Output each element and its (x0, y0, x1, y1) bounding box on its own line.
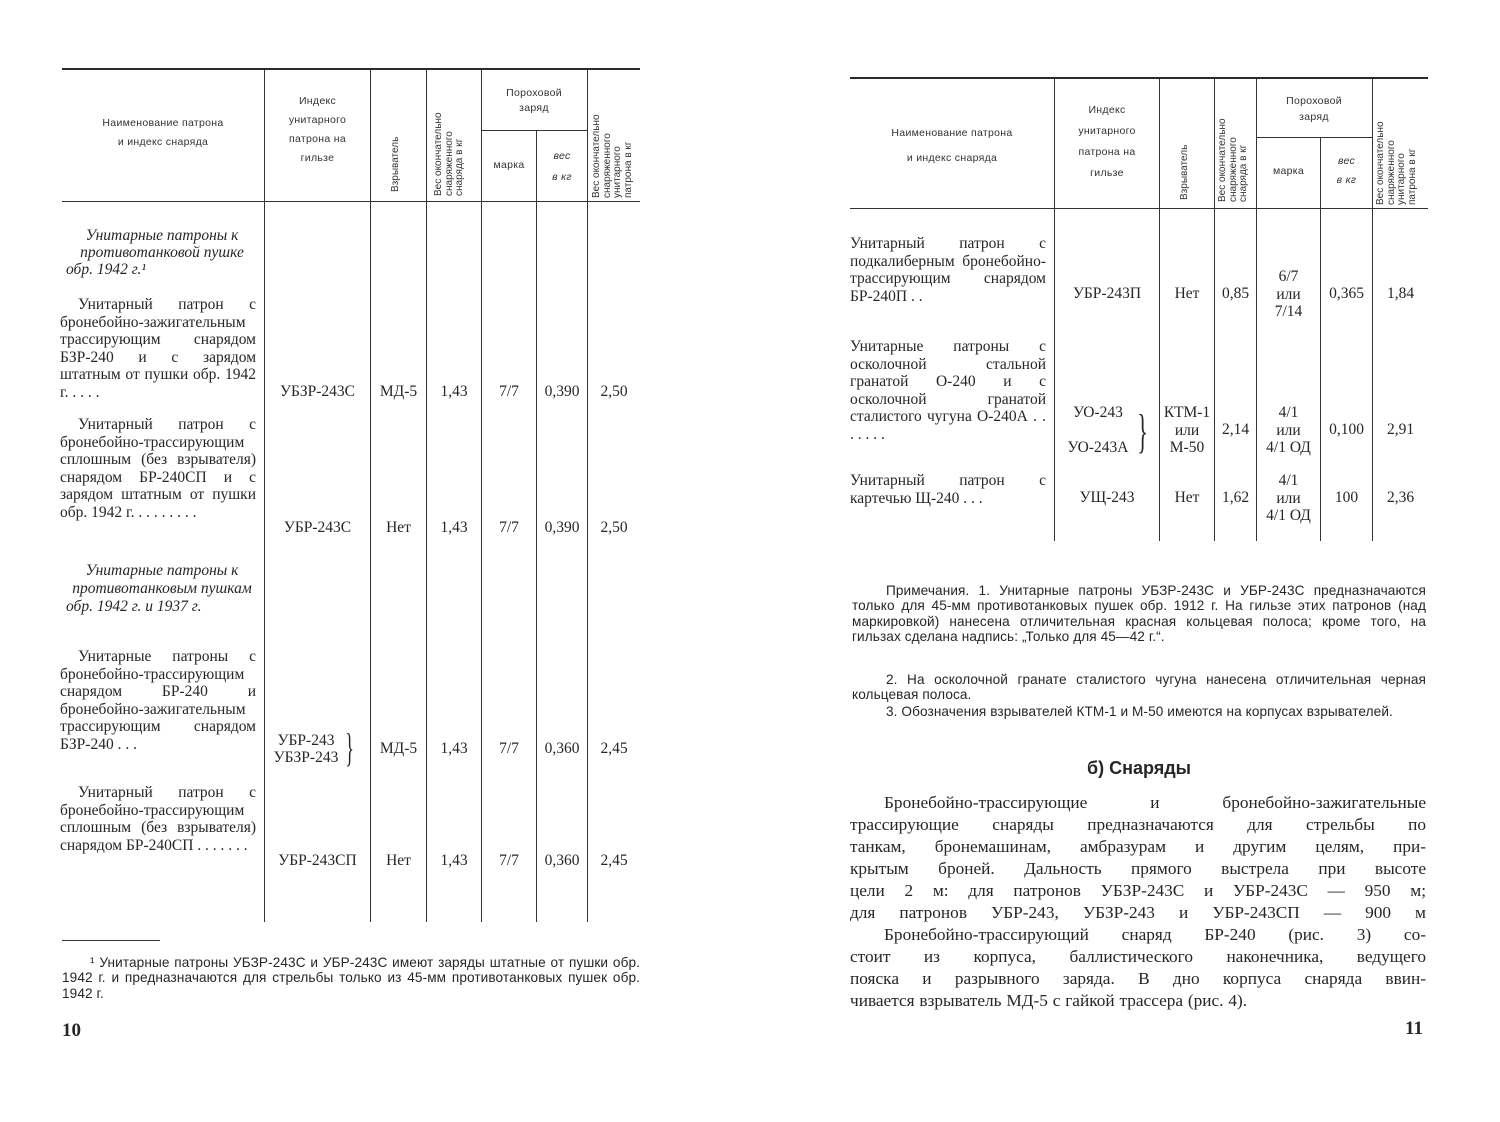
col-rule (481, 70, 482, 922)
note-1: Примечания. 1. Унитарные патроны УБЗР-243С и УБР-243С предназначаются только для 45-мм противотанковых пушек обр. 1912 г. На гильзе этих патронов (над маркировкой) нанесена отличительная красная кольцевая полоса; кроме того, на гильзах сделана надпись: „Только для 45—42 г.“. (852, 583, 1426, 645)
text-line: чивается взрыватель МД-5 с гайкой трассера (рис. 4). (850, 991, 1248, 1010)
row-grade: 7/7 (499, 383, 519, 400)
col-rule (587, 70, 588, 922)
row-weight: 0,365 (1329, 285, 1364, 302)
row-weight: 0,360 (544, 740, 580, 757)
text-line: танкам, бронемашинам, амбразурам и другим целям, при- (850, 837, 1426, 856)
col-rule (1320, 138, 1321, 541)
row-name: Унитарный патрон с бронебойно-трассирующим сплошным (без взрывателя) снарядом БР-240СП и с зарядом штатным от пушки обр. 1942 г. . . . . . . . . (60, 416, 256, 521)
header-fuze: Взрыватель (390, 136, 401, 192)
brace: } (1137, 405, 1148, 458)
text-line: стоит из корпуса, баллистического наконечника, ведущего (850, 947, 1426, 966)
footnote: ¹ Унитарные патроны УБЗР-243С и УБР-243С имеют заряды штатные от пушки обр. 1942 г. и предназначаются для стрельбы только из 45-мм противотанковых пушек обр. 1942 г. (62, 955, 640, 1001)
section-title: Унитарные патроны к противотанковой пушке обр. 1942 г.¹ (66, 227, 244, 278)
row-fuze: МД-5 (379, 383, 418, 400)
note-2: 2. На осколочной гранате сталистого чугуна нанесена отличительная черная кольцевая полоса. (852, 672, 1426, 703)
text-line: трассирующие снаряды предназначаются для стрельбы по (850, 815, 1426, 834)
table-top-rule (62, 68, 640, 70)
col-rule (1159, 79, 1160, 541)
charge-subrule (481, 130, 587, 131)
header-name: Наименование патрона и индекс снаряда (891, 127, 1013, 164)
row-grade: 7/7 (499, 852, 519, 869)
row-index-2: УБЗР-243 (273, 749, 339, 766)
col-rule (426, 70, 427, 922)
row-index: УО-243 (1073, 404, 1123, 421)
text-line: Бронебойно-трассирующий снаряд БР-240 (рис. 3) со- (884, 925, 1426, 944)
row-name: Унитарный патрон с бронебойно-трассирующим сплошным (без взрывателя) снарядом БР-240СП . . . . . . . (60, 784, 256, 854)
col-rule (1372, 79, 1373, 541)
table-top-rule (850, 77, 1428, 79)
row-fuze: МД-5 (379, 740, 418, 757)
header-bottom-rule (850, 208, 1428, 209)
col-rule (370, 70, 371, 922)
row-proj-weight: 0,85 (1221, 285, 1250, 302)
row-fuze: Нет (386, 852, 411, 869)
col-rule (1214, 79, 1215, 541)
row-round-weight: 2,50 (600, 519, 628, 536)
row-proj-weight: 1,43 (440, 740, 468, 757)
row-grade: 4/1 или 4/1 ОД (1266, 404, 1311, 456)
row-weight: 0,390 (544, 519, 580, 536)
row-fuze: КТМ-1 или М-50 (1163, 404, 1211, 456)
row-proj-weight: 1,62 (1221, 489, 1250, 506)
col-rule (1054, 79, 1055, 541)
row-index: УБР-243С (283, 519, 352, 536)
text-line: пояска и разрывного заряда. В дно корпуса снаряда ввин- (850, 969, 1426, 988)
row-index-2: УО-243А (1067, 439, 1129, 456)
row-name: Унитарный патрон с картечью Щ-240 . . . (850, 472, 1046, 507)
row-grade: 4/1 или 4/1 ОД (1266, 472, 1311, 524)
row-round-weight: 2,36 (1386, 489, 1415, 506)
header-grade: марка (1272, 165, 1305, 177)
header-proj-weight: Вес окончательно снаряженного снаряда в кг (433, 112, 465, 196)
page-number: 11 (1405, 1018, 1423, 1039)
header-charge: Пороховой заряд (506, 87, 562, 114)
row-index: УБР-243 (277, 732, 335, 749)
text-line: цели 2 м: для патронов УБЗР-243С и УБР-243С — 950 м; (850, 881, 1426, 900)
row-round-weight: 2,50 (600, 383, 628, 400)
row-proj-weight: 2,14 (1221, 421, 1250, 438)
section-title: б) Снаряды (1086, 758, 1192, 778)
page-number: 10 (62, 1020, 81, 1041)
row-round-weight: 1,84 (1386, 285, 1415, 302)
section-title: Унитарные патроны к противотанковым пушкам обр. 1942 г. и 1937 г. (66, 562, 252, 615)
header-charge: Пороховой заряд (1286, 95, 1342, 123)
row-weight: 0,390 (544, 383, 580, 400)
row-name: Унитарный патрон с подкалиберным бронебойно-трассирующим снарядом БР-240П . . (850, 235, 1046, 305)
row-round-weight: 2,45 (600, 740, 628, 757)
header-index: Индекс унитарного патрона на гильзе (1078, 104, 1136, 179)
text-line: для патронов УБР-243, УБЗР-243 и УБР-243СП — 900 м (850, 903, 1426, 922)
note-3: 3. Обозначения взрывателей КТМ-1 и М-50 имеются на корпусах взрывателей. (886, 704, 1393, 719)
header-round-weight: Вес окончательно снаряженного унитарного патрона в кг (1375, 121, 1418, 205)
header-round-weight: Вес окончательно снаряженного унитарного патрона в кг (591, 114, 634, 198)
header-fuze: Взрыватель (1179, 144, 1190, 200)
row-name: Унитарные патроны с осколочной стальной гранатой О-240 и с осколочной гранатой сталистого чугуна О-240А . . . . . . . (850, 338, 1046, 443)
charge-subrule (1256, 137, 1372, 138)
row-weight: 100 (1334, 489, 1359, 506)
row-round-weight: 2,91 (1386, 421, 1415, 438)
row-fuze: Нет (386, 519, 411, 536)
text-line: крытым броней. Дальность прямого выстрела при высоте (850, 859, 1426, 878)
row-weight: 0,360 (544, 852, 580, 869)
text-line: Бронебойно-трассирующие и бронебойно-зажигательные (884, 793, 1426, 812)
row-index: УБР-243П (1072, 285, 1142, 302)
row-index: УБЗР-243С (279, 383, 355, 400)
header-name: Наименование патрона и индекс снаряда (102, 117, 224, 148)
header-bottom-rule (62, 201, 640, 202)
row-name: Унитарные патроны с бронебойно-трассирующим снарядом БР-240 и бронебойно-зажигательным трассирующим снарядом БЗР-240 . . . (60, 648, 256, 753)
header-wt: вес в кг (552, 150, 572, 183)
row-grade: 7/7 (499, 740, 519, 757)
row-fuze: Нет (1174, 489, 1200, 506)
brace: } (345, 725, 354, 770)
header-proj-weight: Вес окончательно снаряженного снаряда в кг (1217, 118, 1249, 202)
row-round-weight: 2,45 (600, 852, 628, 869)
col-rule (264, 70, 265, 922)
row-grade: 6/7 или 7/14 (1274, 268, 1303, 320)
row-index: УБР-243СП (278, 852, 357, 869)
header-index: Индекс унитарного патрона на гильзе (288, 95, 347, 164)
row-name: Унитарный патрон с бронебойно-зажигательным трассирующим снарядом БЗР-240 и с зарядом штатным от пушки обр. 1942 г. . . . . (60, 296, 256, 401)
row-proj-weight: 1,43 (440, 519, 468, 536)
header-wt: вес в кг (1336, 155, 1357, 186)
row-fuze: Нет (1174, 285, 1200, 302)
row-proj-weight: 1,43 (440, 852, 468, 869)
row-index: УЩ-243 (1079, 489, 1135, 506)
row-proj-weight: 1,43 (440, 383, 468, 400)
footnote-rule (62, 940, 160, 941)
row-weight: 0,100 (1329, 421, 1364, 438)
row-grade: 7/7 (499, 519, 519, 536)
header-grade: марка (493, 159, 525, 171)
